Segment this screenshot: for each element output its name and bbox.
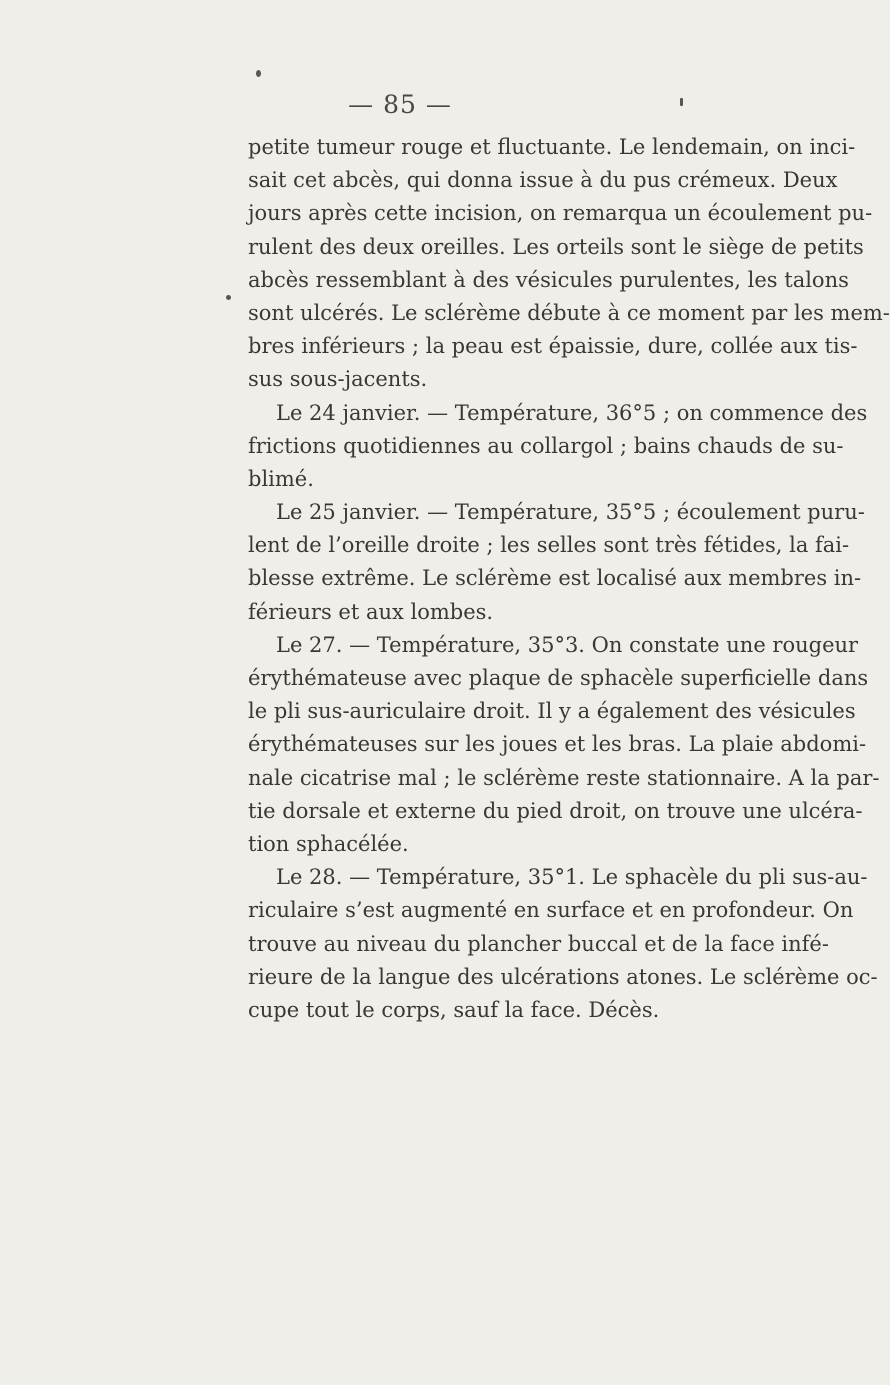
body-text — [248, 131, 890, 1027]
text-line: Le 25 janvier. — Température, 35°5 ; écoulement puru- — [276, 500, 865, 525]
text-line: cupe tout le corps, sauf la face. Décès. — [248, 997, 660, 1022]
text-line: riculaire s’est augmenté en surface et en profondeur. On — [248, 898, 854, 923]
print-speck — [680, 98, 683, 106]
text-line: abcès ressemblant à des vésicules purulentes, les talons — [248, 267, 849, 292]
text-line: nale cicatrise mal ; le sclérème reste stationnaire. A la par- — [248, 765, 880, 790]
text-line: trouve au niveau du plancher buccal et de la face infé- — [248, 931, 829, 956]
text-line: férieurs et aux lombes. — [248, 599, 494, 624]
print-speck — [226, 295, 231, 300]
print-speck — [256, 70, 261, 77]
text-line: jours après cette incision, on remarqua un écoulement pu- — [248, 201, 873, 226]
text-line: Le 24 janvier. — Température, 36°5 ; on commence des — [276, 400, 868, 425]
text-line: érythémateuse avec plaque de sphacèle superficielle dans — [248, 666, 869, 690]
page-number: — 85 — — [348, 90, 452, 119]
text-line: lent de l’oreille droite ; les selles sont très fétides, la fai- — [248, 533, 850, 558]
text-line: sait cet abcès, qui donna issue à du pus crémeux. Deux — [248, 168, 838, 193]
text-line: érythémateuses sur les joues et les bras. La plaie abdomi- — [248, 732, 867, 757]
text-line: sont ulcérés. Le sclérème débute à ce moment par les mem- — [248, 300, 890, 325]
text-line: bres inférieurs ; la peau est épaissie, dure, collée aux tis- — [248, 334, 858, 359]
text-line: tie dorsale et externe du pied droit, on trouve une ulcéra- — [248, 798, 863, 823]
text-line: rulent des deux oreilles. Les orteils sont le siège de petits — [248, 234, 864, 259]
text-line: sus sous-jacents. — [248, 367, 428, 392]
text-line: frictions quotidiennes au collargol ; bains chauds de su- — [248, 433, 844, 458]
text-line: Le 27. — Température, 35°3. On constate une rougeur — [276, 632, 859, 657]
text-line: blesse extrême. Le sclérème est localisé aux membres in- — [248, 566, 862, 591]
text-line: petite tumeur rouge et fluctuante. Le lendemain, on inci- — [248, 135, 856, 159]
text-line: Le 28. — Température, 35°1. Le sphacèle du pli sus-au- — [276, 865, 868, 890]
text-line: rieure de la langue des ulcérations atones. Le sclérème oc- — [248, 964, 878, 989]
text-line: le pli sus-auriculaire droit. Il y a également des vésicules — [248, 699, 856, 724]
text-line: blimé. — [248, 466, 314, 491]
text-line: tion sphacélée. — [248, 831, 409, 856]
